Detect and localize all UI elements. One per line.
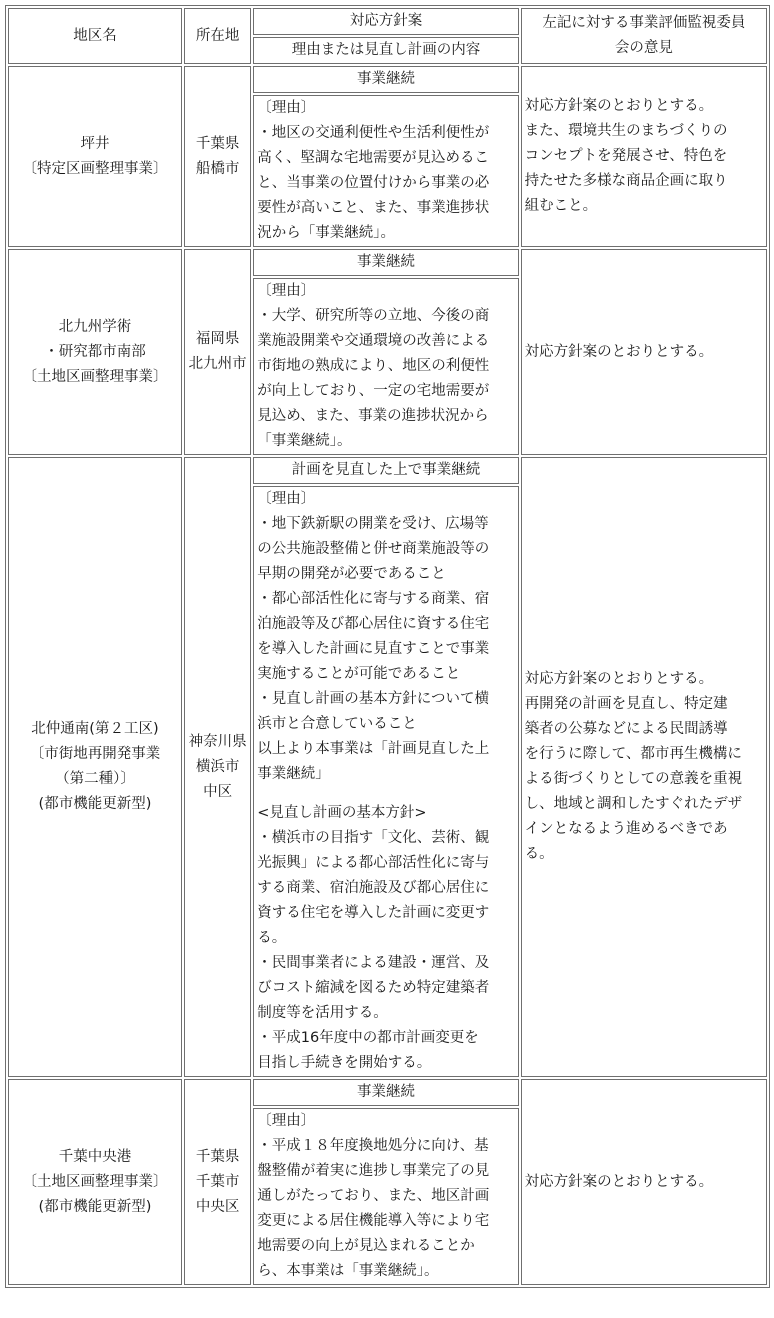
reason-line: 況から「事業継続」。 — [257, 225, 396, 241]
location-line: 中央区 — [195, 1198, 240, 1215]
location-line: 福岡県 — [195, 331, 240, 347]
opinion-line: る。 — [524, 846, 554, 862]
reason-line: 〔理由〕 — [257, 491, 316, 507]
header-row — [8, 8, 767, 35]
reason-line: ・平成１８年度換地処分に向け、基 — [257, 1138, 489, 1154]
location-line: 千葉市 — [195, 1173, 240, 1190]
opinion-line: インとなるよう進めるべきであ — [524, 821, 728, 837]
plan-line: ・民間事業者による建設・運営、及 — [257, 955, 490, 971]
plan-line: びコスト縮減を図るため特定建築者 — [257, 980, 490, 996]
policy-status: 事業継続 — [253, 66, 518, 93]
reason-line: 変更による居住機能導入等により宅 — [257, 1213, 490, 1229]
reason-line: ・大学、研究所等の立地、今後の商 — [257, 308, 490, 324]
district-category: (都市機能更新型) — [38, 1198, 152, 1215]
opinion-line: コンセプトを発展させ、特色を — [524, 148, 728, 164]
reason-line: 盤整備が着実に進捗し事業完了の見 — [257, 1163, 490, 1179]
reason-line: ・地区の交通利便性や生活利便性が — [257, 125, 490, 141]
district-name: 北仲通南(第２工区) — [31, 721, 159, 737]
location-line: 千葉県 — [195, 135, 240, 152]
plan-line: ・横浜市の目指す「文化、芸術、観 — [257, 830, 490, 846]
plan-line: 目指し手続きを開始する。 — [257, 1055, 432, 1071]
reason-cell — [253, 278, 518, 455]
location-cell — [184, 1079, 251, 1285]
location-cell — [184, 66, 251, 247]
district-type: （第二種）〕 — [55, 771, 135, 787]
policy-status: 計画を見直した上で事業継続 — [253, 457, 518, 484]
opinion-line: 対応方針案のとおりとする。 — [524, 1173, 714, 1190]
district-name: 千葉中央港 — [58, 1148, 132, 1165]
location-line: 千葉県 — [195, 1148, 240, 1165]
header-policy: 対応方針案 — [253, 8, 518, 35]
location-cell — [184, 249, 251, 455]
reason-line: 見込め、また、事業の進捗状況から — [257, 408, 489, 424]
header-location: 所在地 — [184, 8, 251, 64]
reason-line: 〔理由〕 — [257, 100, 316, 116]
reason-line: 通しがたっており、また、地区計画 — [257, 1188, 490, 1204]
reason-line: ・地下鉄新駅の開業を受け、広場等 — [257, 516, 489, 532]
reason-line: 要性が高いこと、また、事業進捗状 — [257, 200, 490, 216]
opinion-line: また、環境共生のまちづくりの — [524, 123, 728, 139]
location-line: 横浜市 — [195, 758, 240, 775]
location-line: 神奈川県 — [188, 733, 247, 750]
opinion-cell — [521, 1079, 767, 1285]
district-cell — [8, 66, 182, 247]
reason-line: 実施することが可能であること — [257, 666, 461, 682]
district-category: (都市機能更新型) — [38, 796, 152, 812]
plan-line: <見直し計画の基本方針> — [257, 805, 427, 821]
district-name: 坪井 — [80, 135, 110, 152]
table-row — [8, 457, 767, 484]
reason-line: の公共施設整備と併せ商業施設等の — [257, 541, 490, 557]
location-line: 北九州市 — [188, 356, 247, 372]
reason-line: 早期の開発が必要であること — [257, 566, 446, 582]
reason-line: 市街地の熟成により、地区の利便性 — [257, 358, 490, 374]
opinion-cell — [521, 66, 767, 247]
location-cell — [184, 457, 251, 1077]
district-cell — [8, 457, 182, 1077]
header-district: 地区名 — [8, 8, 182, 64]
opinion-cell — [521, 249, 767, 455]
header-reason: 理由または見直し計画の内容 — [253, 37, 518, 64]
header-opinion — [521, 8, 767, 64]
opinion-line: 対応方針案のとおりとする。 — [524, 343, 714, 360]
opinion-line: 再開発の計画を見直し、特定建 — [524, 696, 728, 712]
reason-line: と、当事業の位置付けから事業の必 — [257, 175, 490, 191]
reason-line: を導入した計画に見直すことで事業 — [257, 641, 490, 657]
district-type: 〔市街地再開発事業 — [29, 746, 161, 762]
reason-line: ・都心部活性化に寄与する商業、宿 — [257, 591, 490, 607]
reason-line: ら、本事業は「事業継続」。 — [257, 1263, 439, 1279]
district-name: ・研究都市南部 — [44, 343, 146, 360]
table-row — [8, 249, 767, 276]
location-line: 中区 — [203, 783, 233, 800]
opinion-line: を行うに際して、都市再生機構に — [524, 746, 742, 762]
header-opinion-line: 会の意見 — [614, 40, 673, 56]
opinion-line: し、地域と調和したすぐれたデザ — [524, 796, 743, 812]
reason-line: 〔理由〕 — [257, 283, 316, 299]
district-name: 北九州学術 — [58, 318, 132, 335]
reason-line: 浜市と合意していること — [257, 716, 417, 732]
paragraph-gap — [257, 787, 514, 801]
reason-line: 業施設開業や交通環境の改善による — [257, 333, 490, 349]
location-line: 船橋市 — [195, 160, 240, 177]
plan-line: る。 — [257, 930, 287, 946]
opinion-line: 組むこと。 — [524, 198, 598, 214]
reason-cell — [253, 95, 518, 247]
reason-line: 「事業継続」。 — [257, 433, 352, 449]
district-type: 〔土地区画整理事業〕 — [22, 368, 168, 385]
plan-line: ・平成16年度中の都市計画変更を — [257, 1030, 479, 1046]
opinion-line: 持たせた多様な商品企画に取り — [524, 173, 728, 189]
plan-line: 資する住宅を導入した計画に変更す — [257, 905, 490, 921]
reason-cell — [253, 486, 518, 1077]
header-opinion-line: 左記に対する事業評価監視委員 — [542, 15, 746, 31]
reason-line: 〔理由〕 — [257, 1113, 316, 1129]
district-type: 〔土地区画整理事業〕 — [22, 1173, 168, 1190]
district-cell — [8, 249, 182, 455]
opinion-line: 対応方針案のとおりとする。 — [524, 98, 714, 114]
reason-line: 高く、堅調な宅地需要が見込めるこ — [257, 150, 489, 166]
reason-line: 泊施設等及び都心居住に資する住宅 — [257, 616, 490, 632]
evaluation-table — [5, 5, 770, 1288]
opinion-line: よる街づくりとしての意義を重視 — [524, 771, 743, 787]
district-type: 〔特定区画整理事業〕 — [22, 160, 168, 177]
reason-line: 事業継続」 — [257, 766, 330, 782]
opinion-line: 対応方針案のとおりとする。 — [524, 671, 714, 687]
district-cell — [8, 1079, 182, 1285]
policy-status: 事業継続 — [253, 249, 518, 276]
plan-line: する商業、宿泊施設及び都心居住に — [257, 880, 490, 896]
policy-status: 事業継続 — [253, 1079, 518, 1106]
reason-line: が向上しており、一定の宅地需要が — [257, 383, 490, 399]
reason-line: 以上より本事業は「計画見直した上 — [257, 741, 490, 757]
reason-line: 地需要の向上が見込まれることか — [257, 1238, 475, 1254]
reason-line: ・見直し計画の基本方針について横 — [257, 691, 489, 707]
reason-cell — [253, 1108, 518, 1285]
opinion-line: 築者の公募などによる民間誘導 — [524, 721, 728, 737]
table-row — [8, 66, 767, 93]
table-row — [8, 1079, 767, 1106]
plan-line: 制度等を活用する。 — [257, 1005, 388, 1021]
opinion-cell — [521, 457, 767, 1077]
plan-line: 光振興」による都心部活性化に寄与 — [257, 855, 490, 871]
